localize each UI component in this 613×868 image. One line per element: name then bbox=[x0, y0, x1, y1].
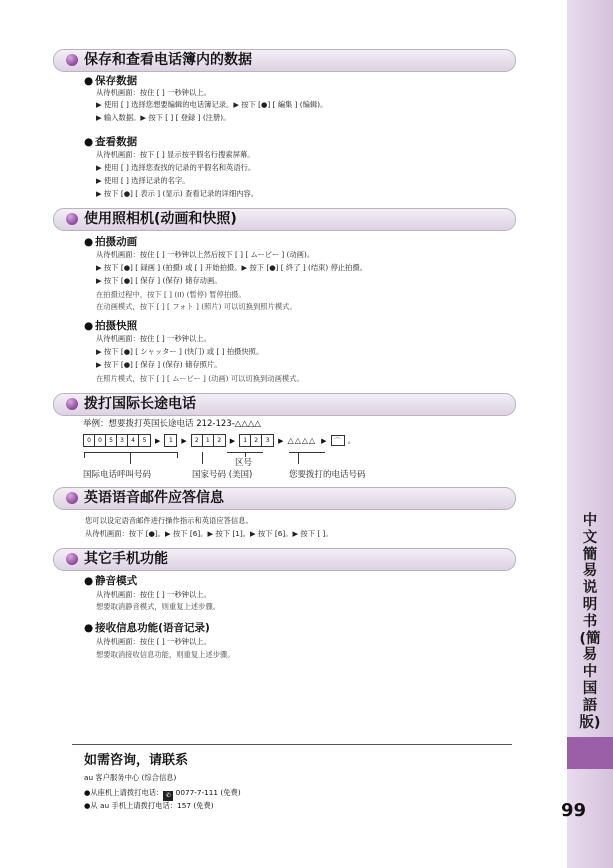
keypad-key: 1 bbox=[240, 435, 251, 446]
subheading-save-data: ● 保存数据 bbox=[84, 75, 137, 88]
instruction-line: 从待机画面：按住 [ ] 一秒钟以上。 bbox=[96, 590, 211, 599]
instruction-line: ▶ 按下 [●] [ 表示 ] (显示) 查看记录的详细内容。 bbox=[96, 189, 259, 198]
instruction-line: 从待机画面：按下 [ ] 显示按平假名行搜索屏幕。 bbox=[96, 150, 255, 159]
keypad-key: 1 bbox=[168, 437, 173, 444]
keypad-key: 2 bbox=[251, 435, 262, 446]
bullet-dot-icon bbox=[66, 213, 78, 225]
subheading-view-data: ● 查看数据 bbox=[84, 136, 137, 149]
keypad-key: 0 bbox=[95, 435, 106, 446]
key-group-area bbox=[191, 434, 226, 447]
arrow-right-icon: ▶ bbox=[155, 437, 161, 445]
keypad-key: 2 bbox=[217, 437, 222, 444]
keypad-key: 5 bbox=[106, 435, 117, 446]
bracket-line bbox=[202, 452, 203, 464]
bullet-dot-icon bbox=[66, 492, 78, 504]
keypad-key: 3 bbox=[265, 437, 270, 444]
phone-number-label: 您要拨打的电话号码 bbox=[289, 470, 366, 480]
bracket-line bbox=[245, 452, 246, 457]
number-tail: △△△△ bbox=[287, 436, 317, 445]
contact-line-landline bbox=[84, 788, 241, 801]
arrow-right-icon: ▶ bbox=[278, 437, 284, 445]
contact-line: ●从 au 手机上请拨打电话：157 (免费) bbox=[84, 801, 214, 810]
instruction-line: 从待机画面：按住 [ ] 一秒钟以上。 bbox=[96, 88, 211, 97]
bullet-dot-icon bbox=[66, 398, 78, 410]
arrow-right-icon: ▶ bbox=[181, 437, 187, 445]
bracket-line bbox=[84, 452, 178, 453]
instruction-line: ▶ 使用 [ ] 选择您想要编辑的电话簿记录。▶ 按下 [●] [ 編集 ] (编辑)。 bbox=[96, 100, 328, 109]
instruction-note: 想要取消接收信息功能，则重复上述步骤。 bbox=[96, 650, 235, 659]
subheading-take-photo: ● 拍摄快照 bbox=[84, 320, 137, 333]
dial-sequence bbox=[83, 434, 356, 447]
instruction-line: ▶ 按下 [●] [ 保存 ] (保存) 储存动画。 bbox=[96, 276, 222, 285]
contact-title: 如需咨询，请联系 bbox=[84, 753, 189, 768]
instruction-note: 在动画模式，按下 [ ] [ フォト ] (照片) 可以切换到照片模式。 bbox=[96, 302, 297, 311]
instruction-line: ▶ 输入数据。▶ 按下 [ ] [ 登録 ] (注册)。 bbox=[96, 113, 231, 122]
keypad-key: 3 bbox=[117, 435, 128, 446]
call-key-icon: ⌒ bbox=[331, 435, 345, 446]
keypad-key: 5 bbox=[142, 437, 147, 444]
intl-prefix-label: 国际电话呼叫号码 bbox=[83, 470, 152, 480]
section-header-intl-call bbox=[53, 393, 516, 416]
bullet-dot-icon bbox=[66, 54, 78, 66]
section-title: 英语语音邮件应答信息 bbox=[84, 490, 224, 506]
bracket-line bbox=[298, 452, 299, 464]
end-mark: 。 bbox=[347, 436, 356, 445]
instruction-line: ▶ 按下 [●] [ 保存 ] (保存) 储存照片。 bbox=[96, 360, 222, 369]
instruction-line: 从待机画面：按住 [ ] 一秒钟以上。 bbox=[96, 637, 211, 646]
section-title: 保存和查看电话簿内的数据 bbox=[84, 52, 252, 68]
country-code-label: 国家号码 (美国) bbox=[192, 470, 253, 480]
instruction-note: 想要取消静音模式，则重复上述步骤。 bbox=[96, 602, 221, 611]
subheading-voice-memo: ● 接收信息功能(语音记录) bbox=[84, 622, 210, 635]
contact-landline-text: ●从座机上请拨打电话： bbox=[84, 788, 164, 797]
page-number: 99 bbox=[561, 800, 587, 821]
bracket-line bbox=[289, 452, 325, 453]
subheading-record-movie: ● 拍摄动画 bbox=[84, 236, 137, 249]
keypad-key: 2 bbox=[192, 435, 203, 446]
side-tab-marker bbox=[567, 737, 613, 769]
section-title: 其它手机功能 bbox=[84, 551, 168, 567]
subheading-silent-mode: ● 静音模式 bbox=[84, 575, 137, 588]
free-dial-icon: ✆ bbox=[163, 791, 173, 801]
bracket-line bbox=[177, 452, 178, 458]
instruction-line: ▶ 使用 [ ] 选择您查找的记录的平假名和英语行。 bbox=[96, 163, 256, 172]
area-code-caption: 区号 bbox=[235, 458, 253, 468]
contact-landline-number: 0077-7-111 (免费) bbox=[175, 788, 241, 797]
side-title: 中文簡易说明书(簡易中国語版) bbox=[579, 513, 601, 731]
key-group-intl bbox=[83, 434, 151, 447]
section-header-phonebook bbox=[53, 49, 516, 72]
keypad-key: 1 bbox=[203, 435, 214, 446]
instruction-note: 在照片模式，按下 [ ] [ ムービー ] (动画) 可以切换到动画模式。 bbox=[96, 374, 304, 383]
contact-line: au 客户服务中心 (综合信息) bbox=[84, 773, 177, 782]
key-group-number bbox=[239, 434, 274, 447]
instruction-line: ▶ 使用 [ ] 选择记录的名字。 bbox=[96, 176, 190, 185]
section-title: 使用照相机(动画和快照) bbox=[84, 211, 237, 227]
instruction-line: ▶ 按下 [●] [ シャッター ] (快门) 或 [ ] 拍摄快照。 bbox=[96, 347, 264, 356]
arrow-right-icon: ▶ bbox=[229, 437, 236, 445]
section-header-other-functions bbox=[53, 548, 516, 571]
key-group-country bbox=[164, 434, 177, 447]
contact-box bbox=[72, 744, 512, 817]
instruction-line: 从待机画面：按住 [ ] 一秒钟以上。 bbox=[96, 334, 211, 343]
instruction-line: 从待机画面：按下 [●]。▶ 按下 [6]。▶ 按下 [1]。▶ 按下 [6]。▶ 按下 [ ]。 bbox=[85, 529, 333, 538]
bullet-dot-icon bbox=[66, 553, 78, 565]
instruction-line: ▶ 按下 [●] [ 録画 ] (拍摄) 或 [ ] 开始拍摄。▶ 按下 [●] [ 終了 ] (结束) 停止拍摄。 bbox=[96, 263, 368, 272]
keypad-key: 4 bbox=[128, 435, 139, 446]
instruction-line: 从待机画面：按住 [ ] 一秒钟以上然后按下 [ ] [ ムービー ] (动画)。 bbox=[96, 250, 315, 259]
keypad-key: 0 bbox=[84, 435, 95, 446]
arrow-right-icon: ▶ bbox=[321, 437, 327, 445]
section-title: 拨打国际长途电话 bbox=[84, 396, 196, 412]
instruction-note: 在拍摄过程中，按下 [ ] (II) (暂停) 暂停拍摄。 bbox=[96, 290, 246, 299]
section-header-camera bbox=[53, 208, 516, 231]
bracket-line bbox=[84, 452, 85, 458]
instruction-line: 您可以设定语音邮件进行操作指示和英语应答信息。 bbox=[85, 516, 253, 525]
bracket-line bbox=[130, 452, 131, 464]
section-header-voicemail bbox=[53, 487, 516, 510]
dial-example: 举例：想要拨打英国长途电话 212-123-△△△△ bbox=[83, 419, 261, 429]
